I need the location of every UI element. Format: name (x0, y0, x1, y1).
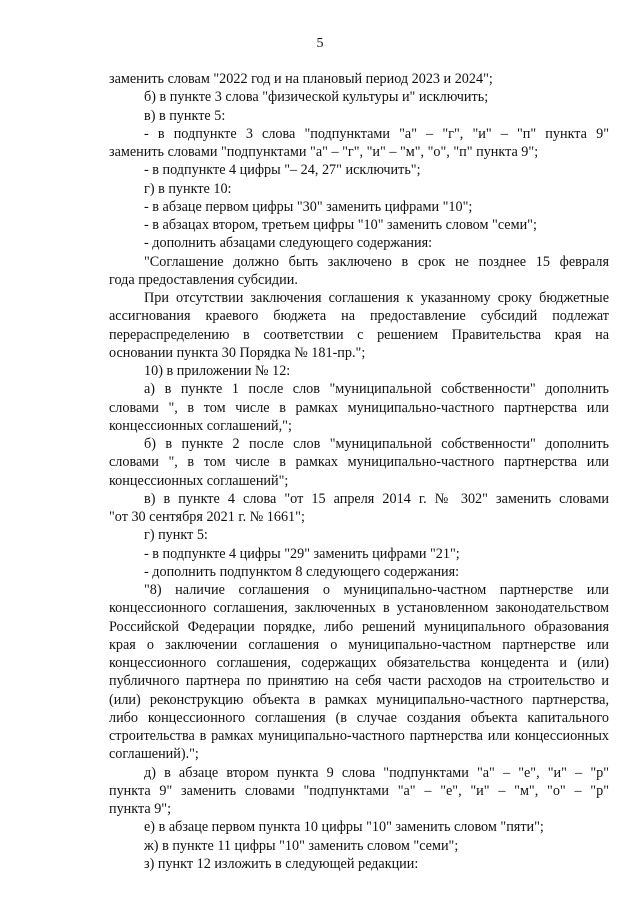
text-line: концессионного соглашения, заключенных в установленном законодательством (109, 600, 609, 616)
text-line: в) в пункте 4 слова "от 15 апреля 2014 г. № 302" заменить словами (144, 491, 609, 507)
text-line: е) в абзаце первом пункта 10 цифры "10" заменить словом "пяти"; (144, 819, 544, 835)
text-line: а) в пункте 1 после слов "муниципальной собственности" дополнить (144, 381, 609, 397)
text-line: 10) в приложении № 12: (144, 363, 291, 379)
text-line: строительства в рамках муниципально-частного партнерства или концессионных (109, 728, 609, 744)
text-line: заменить словами "подпунктами "а" – "г", "и" – "м", "о", "п" пункта 9"; (109, 144, 539, 160)
text-line: (или) реконструкцию объекта в рамках муниципально-частного партнерства, (109, 692, 609, 708)
text-line: словами ", в том числе в рамках муниципально-частного партнерства или (109, 454, 609, 470)
text-line: края о заключении соглашения о муниципально-частном партнерстве или (109, 637, 609, 653)
page-number: 5 (316, 36, 324, 51)
text-line: либо концессионного соглашения (в случае создания объекта капитального (109, 710, 609, 726)
text-line: пункта 9"; (109, 801, 172, 817)
text-line: концессионного соглашения, содержащих обязательства концедента и (или) (109, 655, 609, 671)
text-line: в) в пункте 5: (144, 108, 226, 124)
text-line: б) в пункте 3 слова "физической культуры и" исключить; (144, 89, 489, 105)
text-line: заменить словам "2022 год и на плановый период 2023 и 2024"; (109, 71, 493, 87)
text-line: соглашений)."; (109, 746, 199, 762)
text-line: - в подпункте 3 слова "подпунктами "а" – "г", "и" – "п" пункта 9" (144, 126, 609, 142)
text-line: - в подпункте 4 цифры "29" заменить цифрами "21"; (144, 546, 460, 562)
text-line: перераспределению в соответствии с решением Правительства края на (109, 327, 609, 343)
text-line: г) пункт 5: (144, 527, 208, 543)
text-line: д) в абзаце втором пункта 9 слова "подпунктами "а" – "е", "и" – "р" (144, 765, 609, 781)
text-line: словами ", в том числе в рамках муниципально-частного партнерства или (109, 400, 609, 416)
text-line: Российской Федерации порядке, либо решений муниципального образования (109, 619, 609, 635)
text-line: "от 30 сентября 2021 г. № 1661"; (109, 509, 305, 525)
text-line: - в подпункте 4 цифры "– 24, 27" исключить"; (144, 162, 421, 178)
text-line: г) в пункте 10: (144, 181, 232, 197)
text-line: "Соглашение должно быть заключено в срок не позднее 15 февраля (144, 254, 609, 270)
text-line: публичного партнера по принятию на себя части расходов на строительство и (109, 673, 609, 689)
text-line: концессионных соглашений"; (109, 473, 289, 489)
text-line: ж) в пункте 11 цифры "10" заменить словом "семи"; (144, 838, 459, 854)
text-line: пункта 9" заменить словами "подпунктами "а" – "е", "и" – "м", "о" – "р" (109, 783, 609, 799)
text-line: При отсутствии заключения соглашения к указанному сроку бюджетные (144, 290, 609, 306)
text-line: концессионных соглашений,"; (109, 418, 292, 434)
text-line: ассигнования краевого бюджета на предоставление субсидий подлежат (109, 308, 609, 324)
text-line: - дополнить подпунктом 8 следующего содержания: (144, 564, 460, 580)
text-line: - дополнить абзацами следующего содержания: (144, 235, 433, 251)
text-line: года предоставления субсидии. (109, 272, 298, 288)
text-line: - в абзацах втором, третьем цифры "10" заменить словом "семи"; (144, 217, 537, 233)
text-line: "8) наличие соглашения о муниципально-частном партнерстве или (144, 582, 609, 598)
text-line: основании пункта 30 Порядка № 181-пр."; (109, 345, 366, 361)
text-line: - в абзаце первом цифры "30" заменить цифрами "10"; (144, 199, 473, 215)
text-line: б) в пункте 2 после слов "муниципальной собственности" дополнить (144, 436, 609, 452)
text-line: з) пункт 12 изложить в следующей редакции: (144, 856, 419, 872)
